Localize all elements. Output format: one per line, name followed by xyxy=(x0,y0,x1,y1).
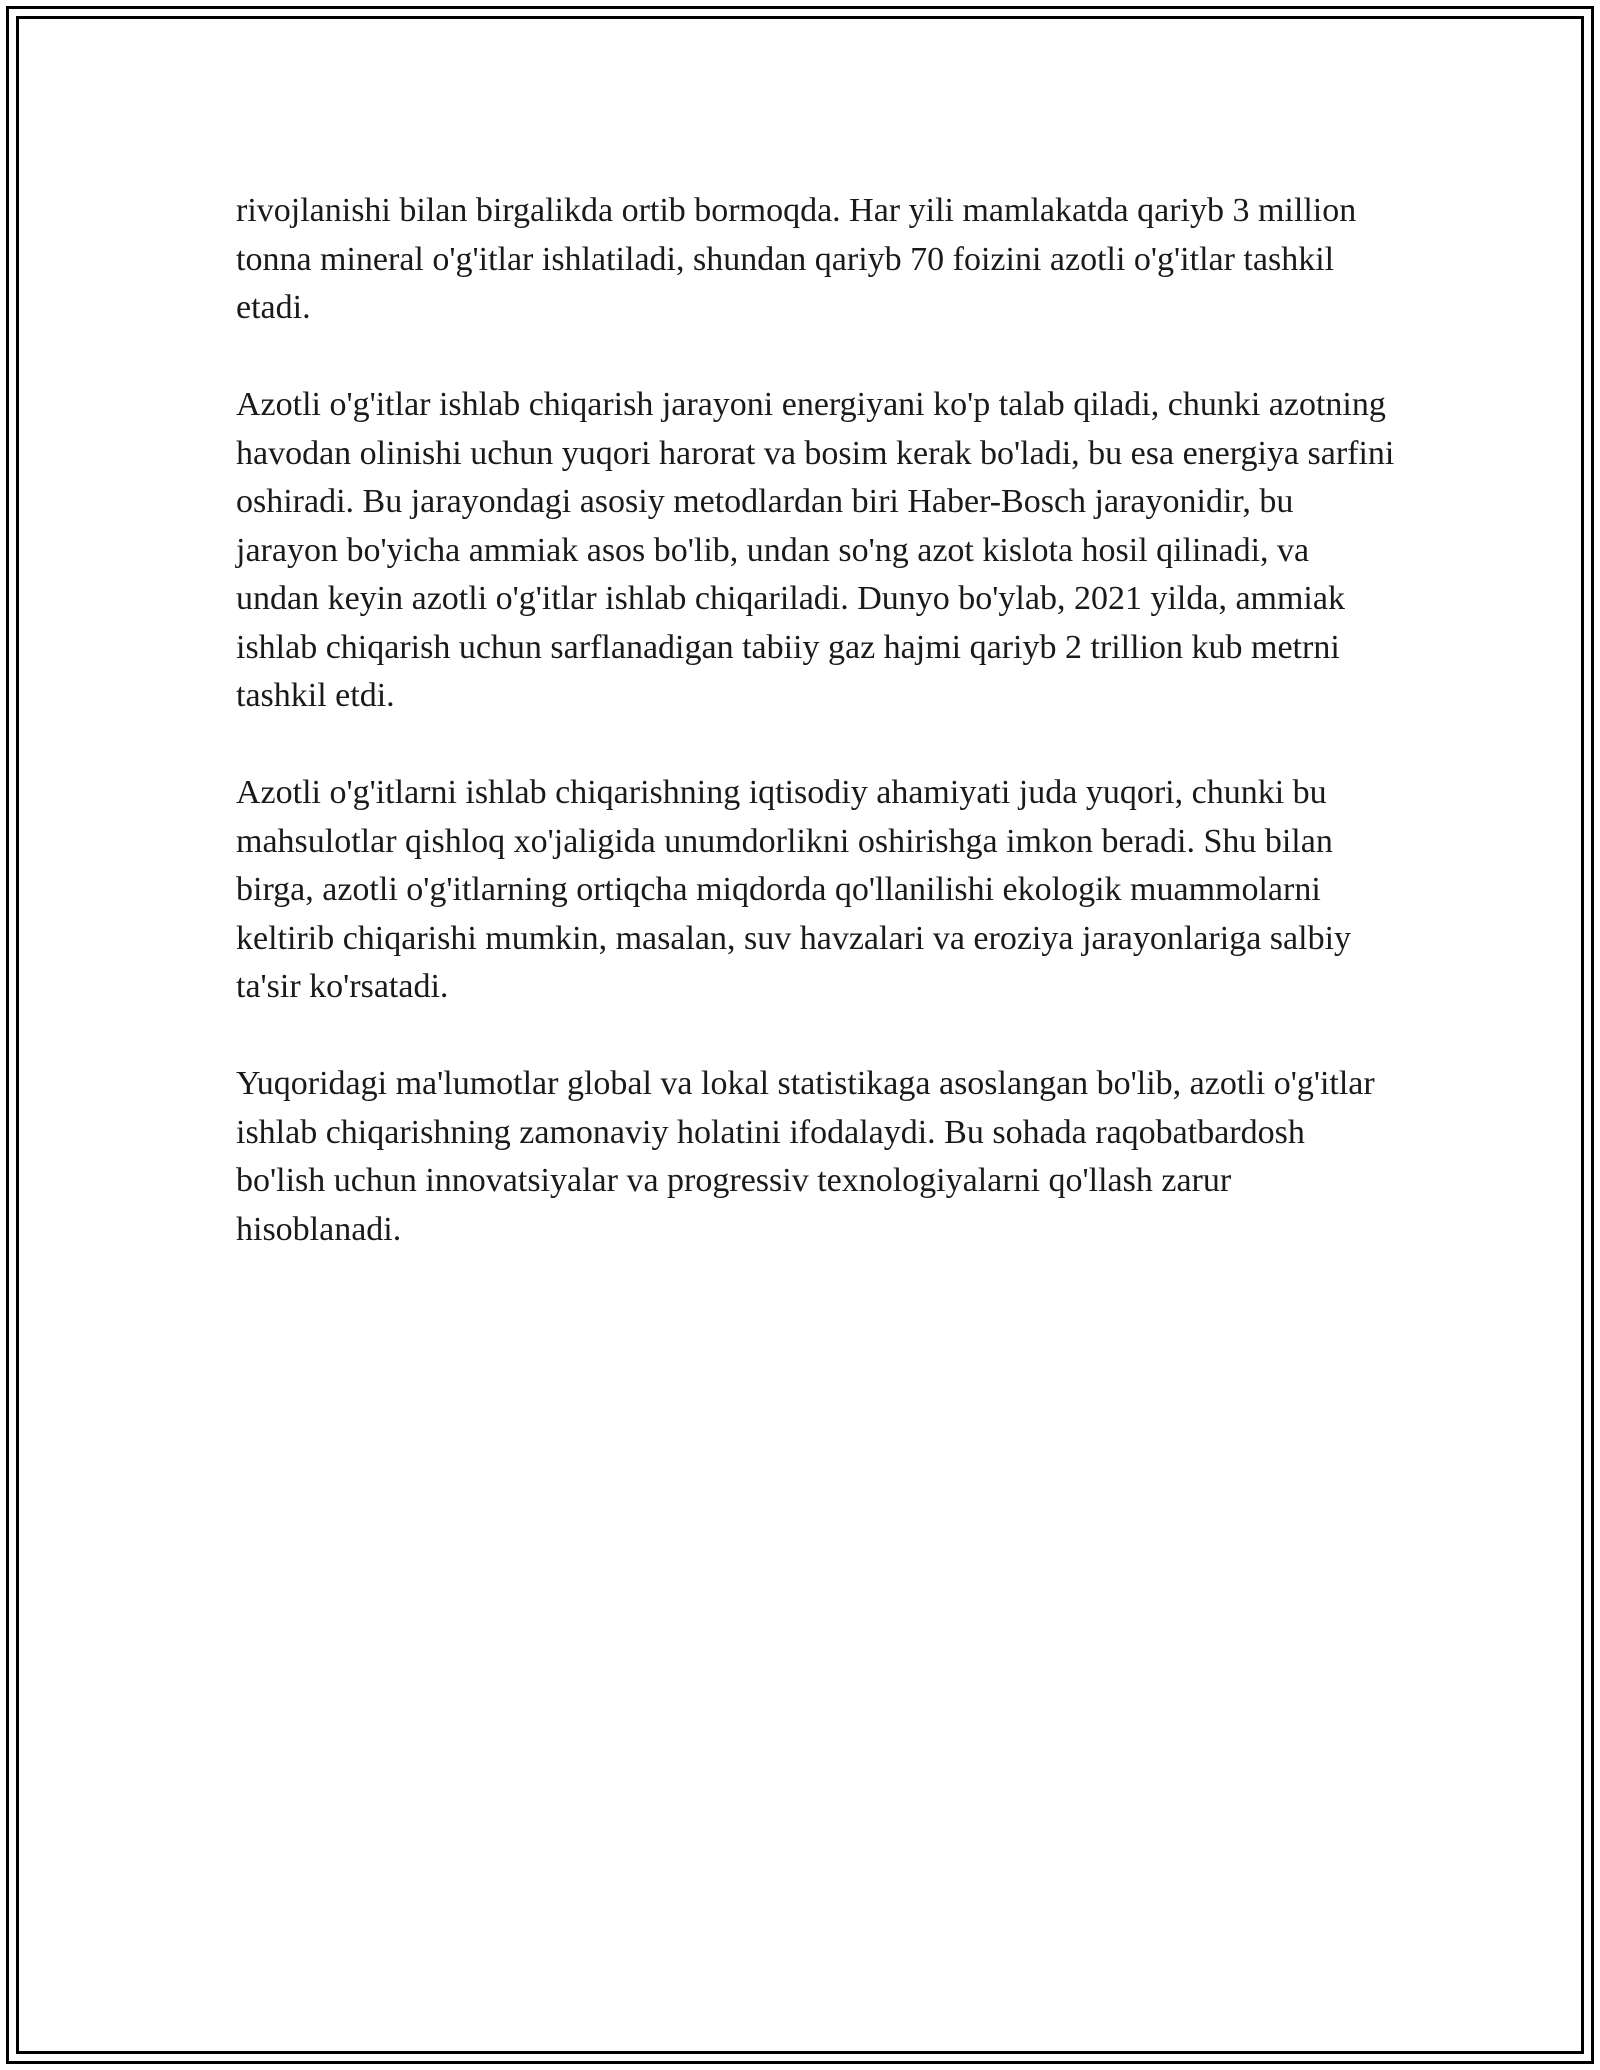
paragraph-3: Azotli o'g'itlarni ishlab chiqarishning iqtisodiy ahamiyati juda yuqori, chunki bu mahsulotlar qishloq xo'jaligida unumdorlikni oshirishga imkon beradi. Shu bilan birga, azotli o'g'itlarning ortiqcha miqdorda qo'llanilishi ekologik muammolarni keltirib chiqarishi mumkin, masalan, suv havzalari va eroziya jarayonlariga salbiy ta'sir ko'rsatadi. xyxy=(236,774,1352,1005)
paragraph-1: rivojlanishi bilan birgalikda ortib bormoqda. Har yili mamlakatda qariyb 3 million tonna mineral o'g'itlar ishlatiladi, shundan qariyb 70 foizini azotli o'g'itlar tashkil etadi. xyxy=(236,192,1357,326)
paragraph-2: Azotli o'g'itlar ishlab chiqarish jarayoni energiyani ko'p talab qiladi, chunki azotning havodan olinishi uchun yuqori harorat va bosim kerak bo'ladi, bu esa energiya sarfini oshiradi. Bu jarayondagi asosiy metodlardan biri Haber-Bosch jarayonidir, bu jarayon bo'yicha ammiak asos bo'lib, undan so'ng azot kislota hosil qilinadi, va undan keyin azotli o'g'itlar ishlab chiqariladi. Dunyo bo'ylab, 2021 yilda, ammiak ishlab chiqarish uchun sarflanadigan tabiiy gaz hajmi qariyb 2 trillion kub metrni tashkil etdi. xyxy=(236,386,1395,714)
paragraph-4: Yuqoridagi ma'lumotlar global va lokal statistikaga asoslangan bo'lib, azotli o'g'itlar ishlab chiqarishning zamonaviy holatini ifodalaydi. Bu sohada raqobatbardosh bo'lish uchun innovatsiyalar va progressiv texnologiyalarni qo'llash zarur hisoblanadi. xyxy=(236,1065,1375,1248)
document-body xyxy=(236,187,1396,1303)
